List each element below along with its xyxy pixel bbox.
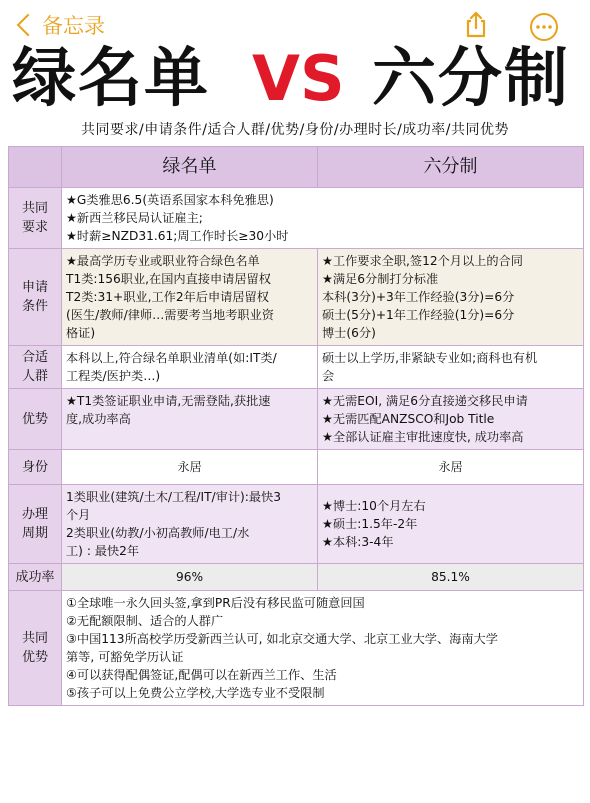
hero-left-title: 绿名单 [12, 42, 210, 116]
back-label: 备忘录 [42, 14, 105, 38]
header-left: 绿名单 [62, 147, 318, 188]
more-icon[interactable] [529, 12, 559, 42]
common-requirements-cell: ★G类雅思6.5(英语系国家本科免雅思) ★新西兰移民局认证雇主; ★时薪≥NZD31.61;周工作时长≥30小时 [62, 188, 584, 249]
share-icon[interactable] [462, 10, 490, 38]
row-label: 身份 [9, 450, 62, 485]
period-left-cell: 1类职业(建筑/土木/工程/IT/审计):最快3 个月 2类职业(幼教/小初高教师/电工/水 工) : 最快2年 [62, 485, 318, 564]
rate-left-cell: 96% [62, 564, 318, 591]
table-header-row [9, 147, 584, 188]
header-right: 六分制 [318, 147, 584, 188]
row-label: 合适 人群 [9, 346, 62, 389]
subtitle: 共同要求/申请条件/适合人群/优势/身份/办理时长/成功率/共同优势 [80, 122, 510, 138]
table-corner [9, 147, 62, 188]
row-label: 优势 [9, 389, 62, 450]
row-common-advantages [9, 591, 584, 706]
common-advantages-cell: ①全球唯一永久回头签,拿到PR后没有移民监可随意回国 ②无配额限制、适合的人群广 ③中国113所高校学历受新西兰认可, 如北京交通大学、北京工业大学、海南大学 第等, 可豁免学历认证 ④可以获得配偶签证,配偶可以在新西兰工作、生活 ⑤孩子可以上免费公立学校,大学选专业不受限制 [62, 591, 584, 706]
status-right-cell: 永居 [318, 450, 584, 485]
row-status [9, 450, 584, 485]
row-label: 共同 要求 [9, 188, 62, 249]
row-advantages [9, 389, 584, 450]
row-common-requirements [9, 188, 584, 249]
hero-vs: VS [252, 42, 345, 115]
hero-title [0, 40, 590, 118]
rate-right-cell: 85.1% [318, 564, 584, 591]
row-label: 申请 条件 [9, 249, 62, 346]
row-label: 办理 周期 [9, 485, 62, 564]
row-suitable-people [9, 346, 584, 389]
row-label: 共同 优势 [9, 591, 62, 706]
back-button[interactable] [14, 10, 105, 40]
hero-right-title: 六分制 [372, 42, 570, 116]
apply-right-cell: ★工作要求全职,签12个月以上的合同 ★满足6分制打分标准 本科(3分)+3年工作经验(3分)=6分 硕士(5分)+1年工作经验(1分)=6分 博士(6分) [318, 249, 584, 346]
suitable-right-cell: 硕士以上学历,非紧缺专业如;商科也有机 会 [318, 346, 584, 389]
status-left-cell: 永居 [62, 450, 318, 485]
comparison-table [8, 146, 584, 706]
row-apply-conditions [9, 249, 584, 346]
row-processing-period [9, 485, 584, 564]
period-right-cell: ★博士:10个月左右 ★硕士:1.5年-2年 ★本科:3-4年 [318, 485, 584, 564]
chevron-left-icon [17, 14, 40, 37]
advantages-left-cell: ★T1类签证职业申请,无需登陆,获批速 度,成功率高 [62, 389, 318, 450]
advantages-right-cell: ★无需EOI, 满足6分直接递交移民申请 ★无需匹配ANZSCO和Job Title ★全部认证雇主审批速度快, 成功率高 [318, 389, 584, 450]
row-label: 成功率 [9, 564, 62, 591]
row-success-rate [9, 564, 584, 591]
apply-left-cell: ★最高学历专业或职业符合绿色名单 T1类:156职业,在国内直接申请居留权 T2类:31+职业,工作2年后申请居留权 (医生/教师/律师…需要考当地考职业资 格证) [62, 249, 318, 346]
suitable-left-cell: 本科以上,符合绿名单职业清单(如:IT类/ 工程类/医护类…) [62, 346, 318, 389]
